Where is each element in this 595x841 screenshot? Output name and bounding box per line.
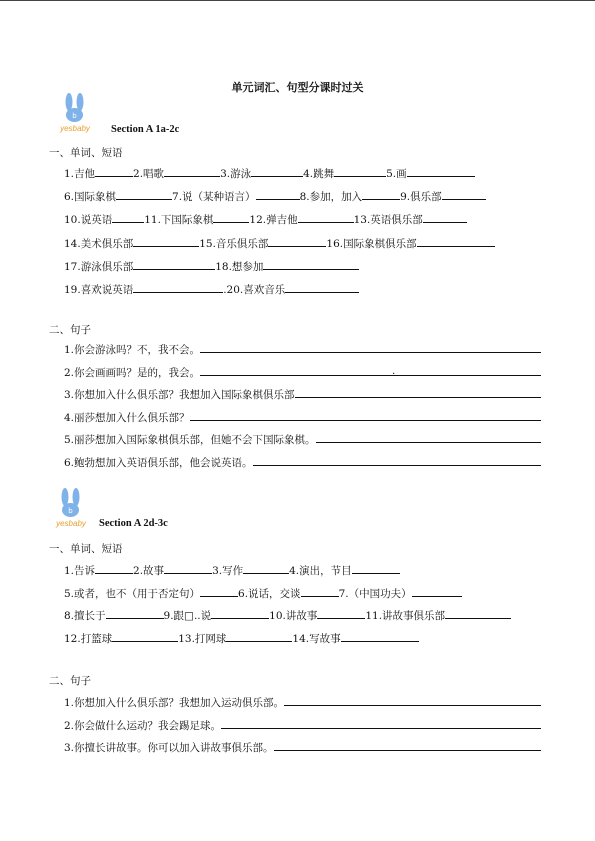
vocab-item xyxy=(220,166,303,181)
vocab-item xyxy=(64,166,133,181)
vocab-label: 15.音乐俱乐部 xyxy=(199,237,269,250)
vocab-label: 6.国际象棋 xyxy=(64,191,117,204)
sentence-heading-a: 二、句子 xyxy=(49,324,91,336)
vocab-heading-a: 一、单词、短语 xyxy=(49,147,123,159)
vocab-label: 6.说话，交谈 xyxy=(238,587,301,600)
sentence-prompt: 6.鲍勃想加入英语俱乐部，他会说英语。 xyxy=(64,457,253,469)
vocab-label: 2.唱歌 xyxy=(133,168,165,180)
page-title: 单元词汇、句型分课时过关 xyxy=(231,81,364,94)
vocab-line xyxy=(64,236,495,250)
vocab-label: 5.或者，也不（用于否定句） xyxy=(64,587,201,600)
svg-text:b: b xyxy=(72,112,77,120)
sentence-prompt: 2.你会画画吗？是的，我会。 xyxy=(64,366,201,379)
answer-blank[interactable] xyxy=(423,212,467,223)
answer-blank[interactable] xyxy=(95,166,133,177)
sentence-prompt: 1.你想加入什么俱乐部？我想加入运动俱乐部。 xyxy=(64,697,285,709)
vocab-label: 9.俱乐部 xyxy=(400,191,442,204)
vocab-label: 13.打网球 xyxy=(178,633,227,646)
vocab-item xyxy=(292,631,418,646)
sentence-prompt: 1.你会游泳吗？不，我不会。 xyxy=(64,344,201,356)
answer-blank[interactable] xyxy=(256,189,300,200)
vocab-label: 1.告诉 xyxy=(64,565,96,577)
answer-blank[interactable] xyxy=(164,166,220,177)
vocab-label: 4.跳舞 xyxy=(303,168,335,180)
answer-blank[interactable] xyxy=(263,259,359,270)
answer-blank[interactable] xyxy=(352,563,400,574)
sentence-line xyxy=(64,432,541,446)
vocab-item xyxy=(238,586,339,601)
svg-text:yesbaby: yesbaby xyxy=(56,519,86,528)
sentence-prompt: 4.丽莎想加入什么俱乐部？ xyxy=(64,411,190,424)
answer-blank[interactable] xyxy=(164,563,212,574)
vocab-item xyxy=(64,189,172,204)
answer-blank[interactable] xyxy=(243,563,289,574)
top-rule xyxy=(0,0,595,1)
answer-blank[interactable] xyxy=(133,282,223,293)
answer-blank[interactable] xyxy=(211,608,269,619)
vocab-label: 18.想参加 xyxy=(215,260,264,273)
vocab-line xyxy=(64,608,511,622)
vocab-item xyxy=(64,212,144,227)
vocab-item xyxy=(249,212,353,227)
vocab-label: 5.画 xyxy=(386,168,407,180)
vocab-line xyxy=(64,166,475,180)
answer-blank[interactable] xyxy=(200,342,541,353)
vocab-item xyxy=(178,631,292,646)
answer-blank[interactable] xyxy=(407,166,475,177)
section-title-2d-3c: Section A 2d-3c xyxy=(99,518,168,529)
vocab-item xyxy=(64,631,178,646)
answer-blank[interactable] xyxy=(341,631,419,642)
vocab-heading-b: 一、单词、短语 xyxy=(49,543,123,555)
answer-blank[interactable] xyxy=(295,387,541,398)
vocab-label: 10.说英语 xyxy=(64,214,113,227)
section-title-1a-2c: Section A 1a-2c xyxy=(111,124,180,135)
answer-blank[interactable] xyxy=(445,608,511,619)
answer-blank[interactable] xyxy=(106,608,164,619)
bunny-logo-icon xyxy=(48,488,94,528)
answer-blank[interactable] xyxy=(301,586,339,597)
yesbaby-logo-2 xyxy=(48,488,94,528)
answer-blank[interactable] xyxy=(112,212,144,223)
vocab-item xyxy=(303,166,386,181)
answer-blank[interactable] xyxy=(226,631,292,642)
sentence-line xyxy=(64,740,541,754)
vocab-item xyxy=(64,563,133,578)
bunny-logo-icon xyxy=(52,93,98,133)
answer-blank[interactable] xyxy=(95,563,133,574)
answer-blank[interactable] xyxy=(116,189,172,200)
vocab-label: 4.演出，节目 xyxy=(289,565,352,577)
vocab-item xyxy=(64,236,199,251)
answer-blank[interactable] xyxy=(362,189,400,200)
sentence-dot: . xyxy=(392,364,396,377)
vocab-item xyxy=(365,608,511,623)
vocab-label: 9.跟□..说 xyxy=(163,610,212,623)
vocab-label: 8.参加，加入 xyxy=(299,191,363,204)
sentence-line xyxy=(64,718,541,732)
sentence-prompt: 3.你想加入什么俱乐部？我想加入国际象棋俱乐部 xyxy=(64,389,295,402)
sentence-line xyxy=(64,695,541,709)
vocab-line xyxy=(64,563,400,577)
answer-blank[interactable] xyxy=(268,236,326,247)
vocab-item xyxy=(339,586,462,601)
vocab-label: 14.写故事 xyxy=(292,633,341,646)
answer-blank[interactable] xyxy=(133,236,199,247)
vocab-item xyxy=(386,166,475,181)
vocab-item xyxy=(64,259,215,274)
vocab-item xyxy=(400,189,486,204)
yesbaby-logo xyxy=(52,93,98,133)
answer-blank[interactable] xyxy=(253,455,541,466)
sentence-line xyxy=(64,455,541,469)
sentence-line xyxy=(64,342,541,356)
vocab-line xyxy=(64,189,486,203)
answer-blank[interactable] xyxy=(133,259,215,270)
vocab-line xyxy=(64,282,359,296)
sentence-line xyxy=(64,410,541,424)
answer-blank[interactable] xyxy=(298,212,354,223)
vocab-item xyxy=(300,189,401,204)
vocab-item xyxy=(133,166,220,181)
vocab-item xyxy=(144,212,249,227)
answer-blank[interactable] xyxy=(251,166,303,177)
vocab-line xyxy=(64,586,462,600)
vocab-label: 14.美术俱乐部 xyxy=(64,237,134,250)
answer-blank[interactable] xyxy=(200,586,238,597)
vocab-item xyxy=(212,563,289,578)
vocab-item xyxy=(223,282,359,297)
answer-blank[interactable] xyxy=(334,166,386,177)
vocab-label: 8.擅长于 xyxy=(64,610,106,623)
vocab-label: 11.讲故事俱乐部 xyxy=(365,610,446,623)
answer-blank[interactable] xyxy=(316,432,541,443)
vocab-line xyxy=(64,631,419,645)
vocab-label: 3.游泳 xyxy=(220,168,252,180)
sentence-prompt: 3.你擅长讲故事。你可以加入讲故事俱乐部。 xyxy=(64,742,274,754)
vocab-label: 19.喜欢说英语 xyxy=(64,284,134,296)
answer-blank[interactable] xyxy=(221,718,541,729)
vocab-item xyxy=(133,563,212,578)
vocab-label: 11.下国际象棋 xyxy=(144,214,214,227)
vocab-label: 12.弹吉他 xyxy=(249,214,298,227)
answer-blank[interactable] xyxy=(412,586,462,597)
vocab-label: 7.说（某种语言） xyxy=(172,191,256,204)
svg-text:yesbaby: yesbaby xyxy=(60,124,90,133)
vocab-item xyxy=(172,189,300,204)
answer-blank[interactable] xyxy=(200,365,541,376)
vocab-label: 10.讲故事 xyxy=(269,610,318,623)
vocab-label: .20.喜欢音乐 xyxy=(223,284,286,296)
vocab-label: 16.国际象棋俱乐部 xyxy=(326,237,417,250)
vocab-item xyxy=(199,236,326,251)
sentence-prompt: 2.你会做什么运动？我会踢足球。 xyxy=(64,719,222,732)
svg-text:b: b xyxy=(68,507,73,515)
vocab-item xyxy=(164,608,270,623)
sentence-line xyxy=(64,387,541,401)
answer-blank[interactable] xyxy=(317,608,365,619)
vocab-item xyxy=(64,282,223,297)
answer-blank[interactable] xyxy=(213,212,249,223)
answer-blank[interactable] xyxy=(112,631,178,642)
answer-blank[interactable] xyxy=(442,189,486,200)
vocab-item xyxy=(289,563,400,578)
answer-blank[interactable] xyxy=(284,695,541,706)
vocab-item xyxy=(354,212,467,227)
sentence-line xyxy=(64,365,541,379)
vocab-label: 1.吉他 xyxy=(64,168,96,180)
vocab-item xyxy=(64,586,238,601)
vocab-line xyxy=(64,259,359,273)
sentence-heading-b: 二、句子 xyxy=(49,675,91,687)
vocab-item xyxy=(64,608,164,623)
answer-blank[interactable] xyxy=(190,410,541,421)
vocab-item xyxy=(326,236,494,251)
answer-blank[interactable] xyxy=(274,740,541,751)
vocab-label: 17.游泳俱乐部 xyxy=(64,260,134,273)
answer-blank[interactable] xyxy=(417,236,495,247)
vocab-line xyxy=(64,212,467,226)
vocab-label: 7.（中国功夫） xyxy=(338,587,412,600)
vocab-item xyxy=(269,608,365,623)
vocab-label: 12.打篮球 xyxy=(64,633,113,646)
answer-blank[interactable] xyxy=(285,282,359,293)
vocab-label: 3.写作 xyxy=(212,565,244,577)
sentence-prompt: 5.丽莎想加入国际象棋俱乐部，但她不会下国际象棋。 xyxy=(64,434,316,447)
vocab-label: 2.故事 xyxy=(133,565,165,577)
vocab-item xyxy=(215,259,359,274)
vocab-label: 13.英语俱乐部 xyxy=(353,214,423,227)
